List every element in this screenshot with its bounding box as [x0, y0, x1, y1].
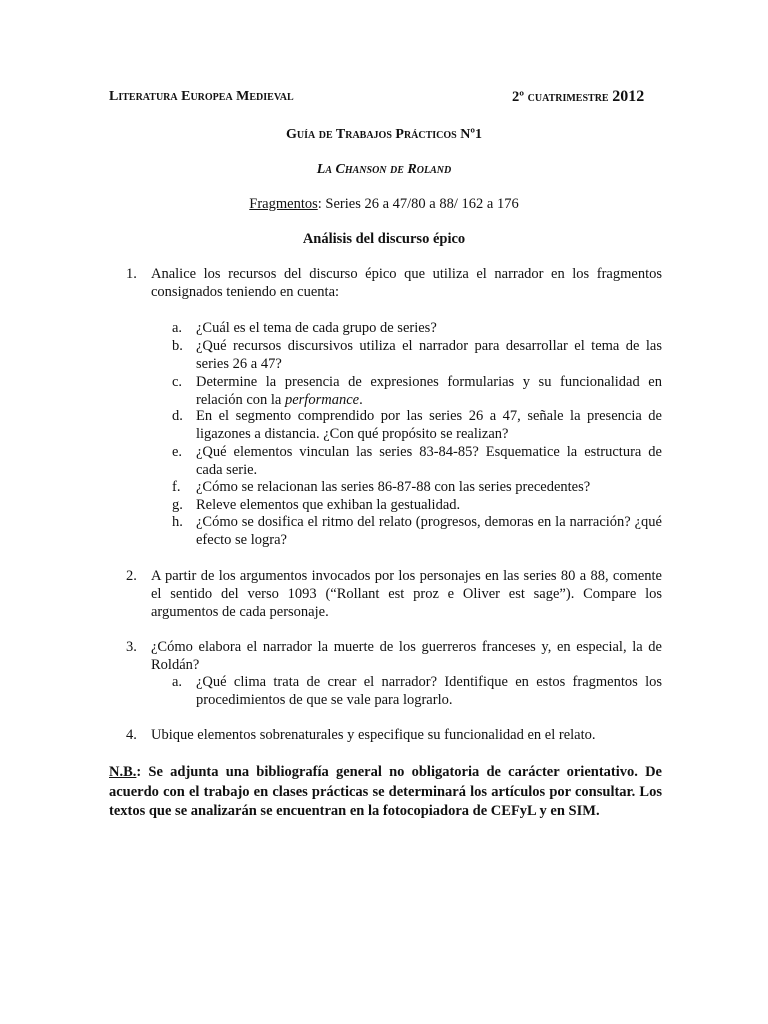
sub-item — [172, 443, 662, 479]
sub-item-text-part: . — [359, 392, 363, 408]
section-title: Análisis del discurso épico — [302, 231, 466, 247]
sub-item — [172, 319, 662, 337]
sub-item — [172, 407, 662, 443]
item-text: Analice los recursos del discurso épico que utiliza el narrador en los fragmentos consignados teniendo en cuenta: — [151, 266, 662, 300]
fragments-value: : Series 26 a 47/80 a 88/ 162 a 176 — [317, 196, 519, 212]
note-label: N.B. — [109, 764, 137, 780]
sub-item-text: En el segmento comprendido por las series 26 a 47, señale la presencia de ligazones a distancia. ¿Con qué propósito se realizan? — [196, 408, 662, 442]
sub-item-text: ¿Qué recursos discursivos utiliza el narrador para desarrollar el tema de las series 26 a 47? — [196, 338, 662, 372]
term-label: 2º cuatrimestre — [512, 89, 609, 105]
sub-item-letter: b. — [172, 338, 183, 354]
item-number: 1. — [126, 266, 137, 282]
list-item — [126, 265, 662, 301]
work-title: La Chanson de Roland — [316, 162, 452, 177]
sub-item-text: ¿Cómo se relacionan las series 86-87-88 con las series precedentes? — [196, 479, 591, 495]
fragments-line — [0, 196, 768, 213]
list-item — [126, 638, 662, 674]
item-number: 2. — [126, 568, 137, 584]
sub-item — [172, 373, 662, 409]
sub-item — [172, 478, 662, 496]
sub-item-text-italic: performance — [284, 392, 360, 408]
sub-item-text: ¿Qué clima trata de crear el narrador? Identifique en estos fragmentos los procedimientos de que se vale para lograrlo. — [196, 674, 662, 708]
sub-item-text: ¿Qué elementos vinculan las series 83-84-85? Esquematice la estructura de cada serie. — [196, 444, 662, 478]
sub-item-text — [196, 373, 662, 409]
sub-item — [172, 513, 662, 549]
item-text: Ubique elementos sobrenaturales y especifique su funcionalidad en el relato. — [151, 727, 596, 743]
list-item — [126, 726, 662, 744]
sub-item — [172, 496, 662, 514]
course-title: Literatura Europea Medieval — [109, 89, 294, 104]
sub-item-letter: h. — [172, 514, 183, 530]
sub-item-text: ¿Cuál es el tema de cada grupo de series? — [196, 320, 437, 336]
sub-item-letter: e. — [172, 444, 183, 460]
guide-title: Guía de Trabajos Prácticos Nº1 — [286, 127, 482, 142]
sub-item — [172, 337, 662, 373]
fragments-label: Fragmentos — [249, 196, 318, 212]
list-item — [126, 567, 662, 621]
note-text: : Se adjunta una bibliografía general no obligatoria de carácter orientativo. De acuerdo con el trabajo en clases prácticas se determinará los artículos por consultar. Los textos que se analizarán se encuentran en la fotocopiadora de CEFyL y en SIM. — [109, 764, 662, 819]
sub-item — [172, 673, 662, 709]
sub-item-letter: a. — [172, 320, 183, 336]
item-text: A partir de los argumentos invocados por los personajes en las series 80 a 88, comente el sentido del verso 1093 (“Rollant est proz e Oliver est sage”). Compare los argumentos de cada personaje. — [151, 568, 662, 620]
item-number: 4. — [126, 727, 137, 743]
sub-item-letter: d. — [172, 408, 183, 424]
sub-item-letter: g. — [172, 497, 183, 513]
term-year: 2012 — [612, 88, 645, 105]
sub-item-letter: a. — [172, 674, 183, 690]
sub-item-text: Releve elementos que exhiban la gestualidad. — [196, 497, 461, 513]
item-text: ¿Cómo elabora el narrador la muerte de los guerreros franceses y, en especial, la de Roldán? — [151, 639, 662, 673]
note-paragraph — [109, 763, 662, 822]
term-heading — [512, 88, 644, 106]
item-number: 3. — [126, 639, 137, 655]
sub-item-text-part: Determine la presencia de expresiones formularias y su funcionalidad en relación con la — [196, 374, 662, 408]
sub-item-text: ¿Cómo se dosifica el ritmo del relato (progresos, demoras en la narración? ¿qué efecto se logra? — [196, 514, 662, 548]
sub-item-letter: c. — [172, 374, 183, 390]
sub-item-letter: f. — [172, 479, 181, 495]
